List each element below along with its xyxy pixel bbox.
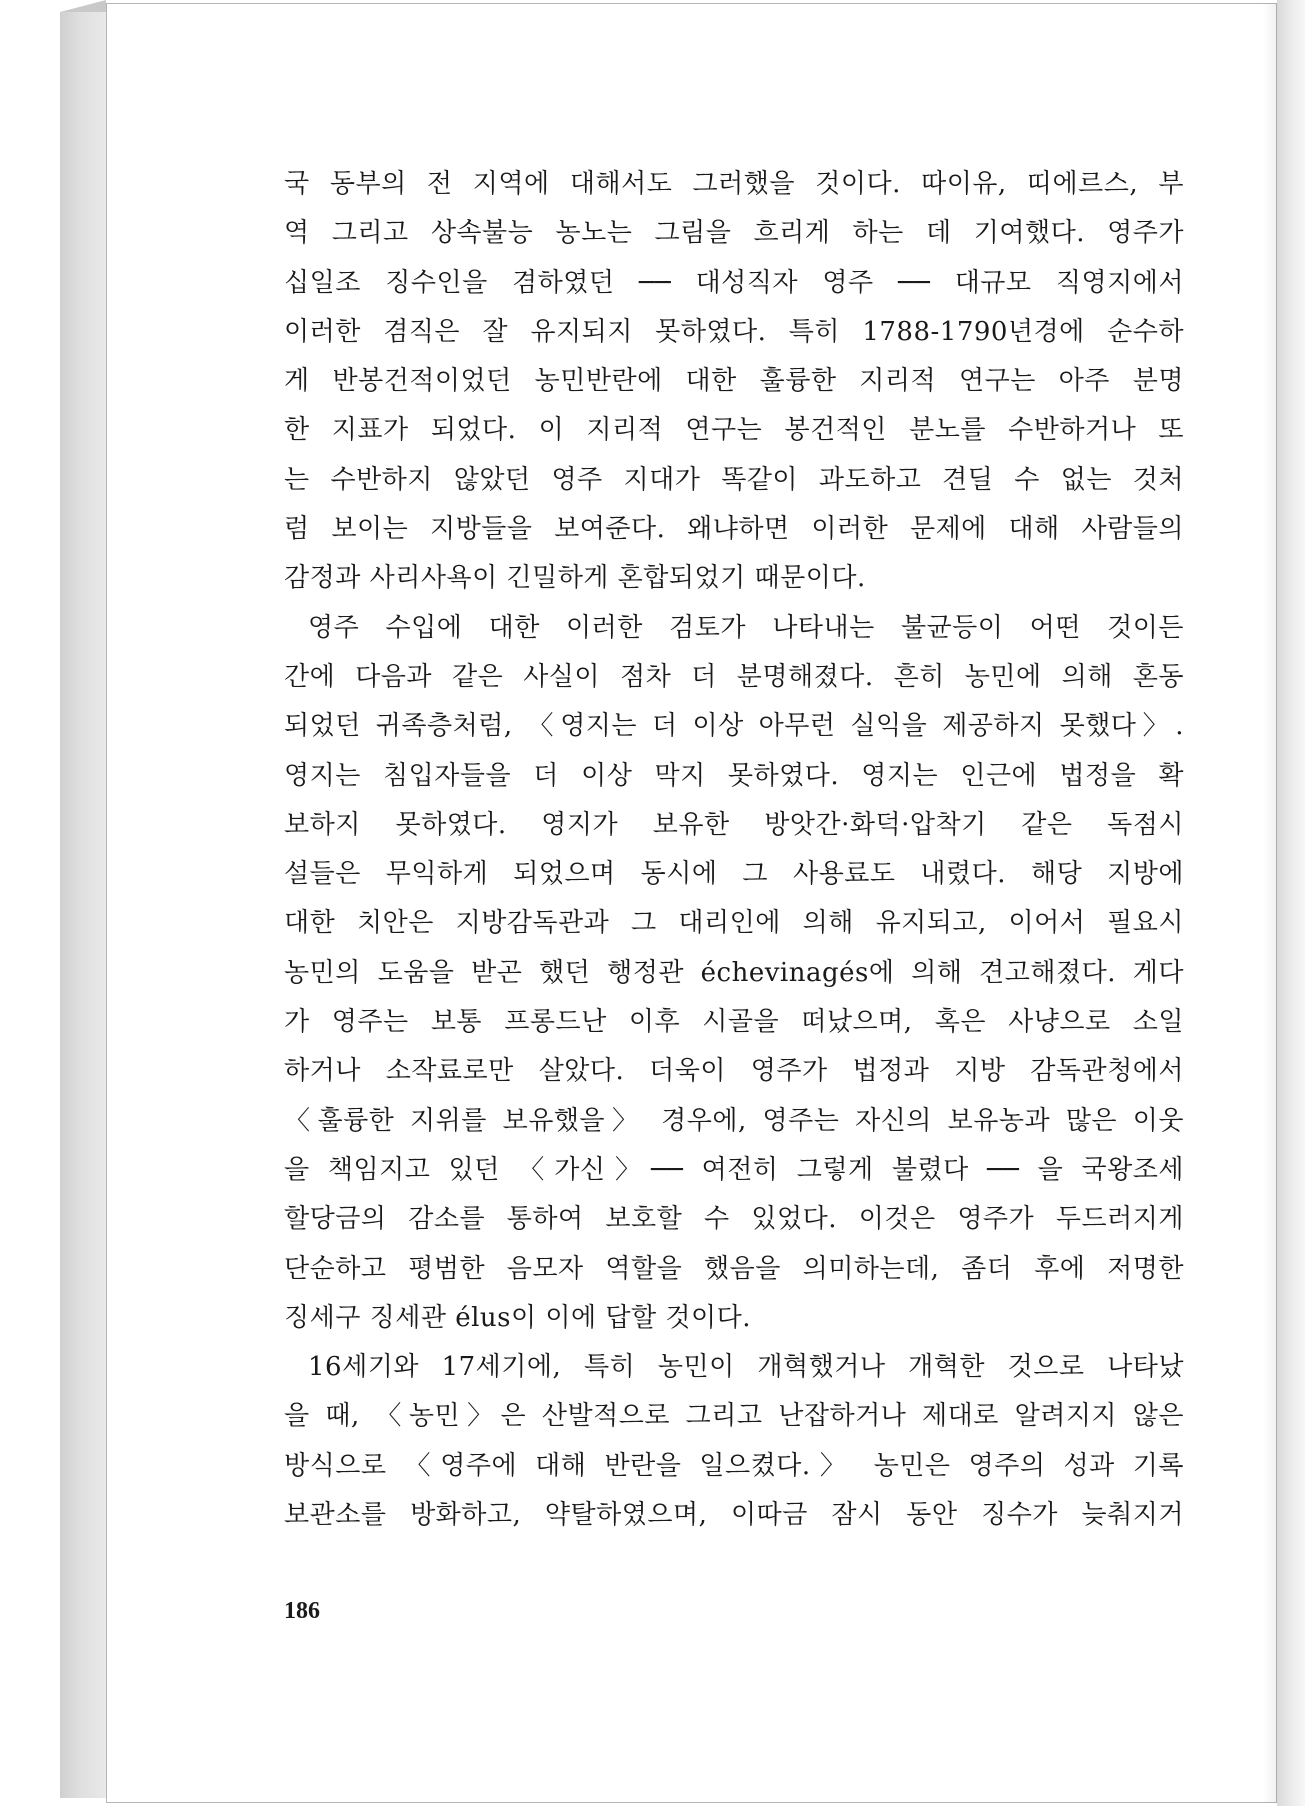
book-edge	[60, 12, 106, 1798]
text-line: 을 책임지고 있던 〈가신〉── 여전히 그렇게 불렸다 ── 을 국왕조세	[284, 1154, 1184, 1185]
text-line: 영주 수입에 대한 이러한 검토가 나타내는 불균등이 어떤 것이든	[308, 612, 1184, 643]
text-line: 보관소를 방화하고, 약탈하였으며, 이따금 잠시 동안 징수가 늦춰지거	[284, 1500, 1184, 1531]
text-line: 16세기와 17세기에, 특히 농민이 개혁했거나 개혁한 것으로 나타났	[308, 1352, 1184, 1383]
text-line: 징세구 징세관 élus이 이에 답할 것이다.	[284, 1302, 752, 1333]
text-line: 한 지표가 되었다. 이 지리적 연구는 봉건적인 분노를 수반하거나 또	[284, 415, 1184, 446]
page-number: 186	[284, 1598, 320, 1624]
text-line: 대한 치안은 지방감독관과 그 대리인에 의해 유지되고, 이어서 필요시	[284, 908, 1184, 939]
body-text	[284, 160, 1184, 1540]
text-line: 할당금의 감소를 통하여 보호할 수 있었다. 이것은 영주가 두드러지게	[284, 1204, 1184, 1235]
text-line: 이러한 겸직은 잘 유지되지 못하였다. 특히 1788-1790년경에 순수하	[284, 316, 1184, 347]
text-line: 되었던 귀족층처럼, 〈영지는 더 이상 아무런 실익을 제공하지 못했다〉.	[284, 711, 1184, 742]
text-line: 농민의 도움을 받곤 했던 행정관 échevinagés에 의해 견고해졌다. 게다	[284, 957, 1184, 988]
book-edge-top	[60, 0, 106, 12]
page-fold-shadow	[1262, 3, 1277, 1803]
text-line: 설들은 무익하게 되었으며 동시에 그 사용료도 내렸다. 해당 지방에	[284, 859, 1184, 890]
text-line: 영지는 침입자들을 더 이상 막지 못하였다. 영지는 인근에 법정을 확	[284, 760, 1184, 791]
text-line: 〈훌륭한 지위를 보유했을〉 경우에, 영주는 자신의 보유농과 많은 이웃	[284, 1105, 1184, 1136]
adjacent-page-edge	[1277, 0, 1305, 1806]
text-line: 간에 다음과 같은 사실이 점차 더 분명해졌다. 흔히 농민에 의해 혼동	[284, 661, 1184, 692]
text-line: 십일조 징수인을 겸하였던 ── 대성직자 영주 ── 대규모 직영지에서	[284, 267, 1184, 298]
text-line: 는 수반하지 않았던 영주 지대가 똑같이 과도하고 견딜 수 없는 것처	[284, 464, 1184, 495]
text-line: 단순하고 평범한 음모자 역할을 했음을 의미하는데, 좀더 후에 저명한	[284, 1253, 1184, 1284]
text-line: 럼 보이는 지방들을 보여준다. 왜냐하면 이러한 문제에 대해 사람들의	[284, 514, 1184, 545]
text-line: 감정과 사리사욕이 긴밀하게 혼합되었기 때문이다.	[284, 563, 866, 594]
text-line: 방식으로 〈영주에 대해 반란을 일으켰다.〉 농민은 영주의 성과 기록	[284, 1450, 1184, 1481]
text-line: 국 동부의 전 지역에 대해서도 그러했을 것이다. 따이유, 띠에르스, 부	[284, 169, 1184, 199]
text-line: 역 그리고 상속불능 농노는 그림을 흐리게 하는 데 기여했다. 영주가	[284, 218, 1184, 249]
text-line: 하거나 소작료로만 살았다. 더욱이 영주가 법정과 지방 감독관청에서	[284, 1056, 1184, 1087]
text-line: 보하지 못하였다. 영지가 보유한 방앗간·화덕·압착기 같은 독점시	[284, 809, 1184, 840]
text-line: 가 영주는 보통 프롱드난 이후 시골을 떠났으며, 혹은 사냥으로 소일	[284, 1007, 1184, 1038]
text-line: 을 때, 〈농민〉은 산발적으로 그리고 난잡하거나 제대로 알려지지 않은	[284, 1401, 1184, 1432]
text-line: 게 반봉건적이었던 농민반란에 대한 훌륭한 지리적 연구는 아주 분명	[284, 366, 1184, 397]
